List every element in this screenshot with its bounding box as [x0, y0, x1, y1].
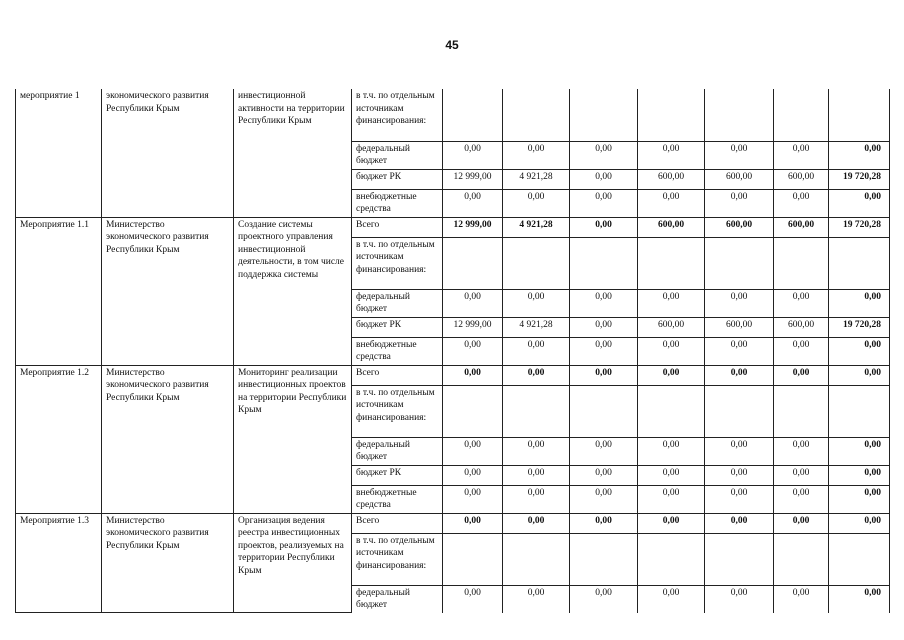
year-value-cell: 0,00	[443, 141, 503, 169]
year-value-cell	[638, 237, 705, 289]
year-value-cell	[774, 89, 829, 141]
year-value-cell	[443, 89, 503, 141]
year-value-cell: 0,00	[570, 189, 638, 217]
year-value-cell	[503, 237, 570, 289]
year-value-cell: 12 999,00	[443, 217, 503, 237]
total-value-cell	[829, 533, 890, 585]
funding-source-cell: бюджет РК	[352, 465, 443, 485]
year-value-cell	[503, 533, 570, 585]
year-value-cell: 0,00	[638, 437, 705, 465]
year-value-cell	[774, 385, 829, 437]
year-value-cell: 0,00	[443, 365, 503, 385]
table-row	[16, 513, 890, 533]
year-value-cell: 4 921,28	[503, 317, 570, 337]
year-value-cell: 0,00	[774, 365, 829, 385]
year-value-cell: 0,00	[705, 485, 774, 513]
year-value-cell: 0,00	[570, 485, 638, 513]
year-value-cell	[638, 533, 705, 585]
executor-cell: Министерство экономического развития Республики Крым	[102, 365, 234, 513]
year-value-cell: 0,00	[503, 513, 570, 533]
event-label: мероприятие 1	[16, 89, 102, 217]
year-value-cell: 0,00	[638, 141, 705, 169]
year-value-cell: 0,00	[503, 189, 570, 217]
year-value-cell	[638, 89, 705, 141]
year-value-cell: 12 999,00	[443, 317, 503, 337]
year-value-cell	[638, 385, 705, 437]
year-value-cell: 0,00	[774, 465, 829, 485]
year-value-cell: 0,00	[443, 513, 503, 533]
year-value-cell: 0,00	[503, 485, 570, 513]
year-value-cell: 0,00	[443, 485, 503, 513]
year-value-cell: 0,00	[443, 437, 503, 465]
total-value-cell: 0,00	[829, 465, 890, 485]
year-value-cell: 0,00	[705, 337, 774, 365]
funding-source-cell: в т.ч. по отдельным источникам финансирования:	[352, 533, 443, 585]
year-value-cell: 600,00	[774, 217, 829, 237]
funding-source-cell: внебюджетные средства	[352, 485, 443, 513]
year-value-cell: 0,00	[638, 289, 705, 317]
funding-source-cell: Всего	[352, 513, 443, 533]
year-value-cell	[570, 533, 638, 585]
year-value-cell: 0,00	[570, 585, 638, 613]
executor-cell: экономического развития Республики Крым	[102, 89, 234, 217]
year-value-cell: 0,00	[570, 465, 638, 485]
executor-cell: Министерство экономического развития Республики Крым	[102, 513, 234, 613]
total-value-cell: 0,00	[829, 141, 890, 169]
table-row	[16, 217, 890, 237]
event-label: Мероприятие 1.1	[16, 217, 102, 365]
year-value-cell	[570, 237, 638, 289]
total-value-cell: 0,00	[829, 513, 890, 533]
year-value-cell: 0,00	[503, 289, 570, 317]
event-name-cell: инвестиционной активности на территории Республики Крым	[234, 89, 352, 217]
year-value-cell: 0,00	[443, 465, 503, 485]
budget-table	[15, 89, 890, 613]
year-value-cell: 0,00	[774, 337, 829, 365]
year-value-cell: 600,00	[638, 169, 705, 189]
year-value-cell: 600,00	[638, 217, 705, 237]
year-value-cell	[774, 237, 829, 289]
year-value-cell: 0,00	[774, 513, 829, 533]
year-value-cell: 0,00	[443, 337, 503, 365]
year-value-cell: 0,00	[503, 337, 570, 365]
funding-source-cell: федеральный бюджет	[352, 289, 443, 317]
year-value-cell: 0,00	[570, 437, 638, 465]
event-name-cell: Организация ведения реестра инвестиционных проектов, реализуемых на территории Республики Крым	[234, 513, 352, 613]
year-value-cell: 600,00	[638, 317, 705, 337]
year-value-cell: 0,00	[503, 141, 570, 169]
year-value-cell: 600,00	[705, 169, 774, 189]
funding-source-cell: в т.ч. по отдельным источникам финансирования:	[352, 237, 443, 289]
year-value-cell: 0,00	[638, 465, 705, 485]
year-value-cell: 0,00	[503, 585, 570, 613]
year-value-cell: 600,00	[774, 169, 829, 189]
total-value-cell: 0,00	[829, 437, 890, 465]
funding-source-cell: в т.ч. по отдельным источникам финансирования:	[352, 385, 443, 437]
year-value-cell: 0,00	[638, 337, 705, 365]
total-value-cell: 0,00	[829, 485, 890, 513]
year-value-cell	[443, 385, 503, 437]
total-value-cell: 19 720,28	[829, 217, 890, 237]
total-value-cell	[829, 385, 890, 437]
year-value-cell	[705, 89, 774, 141]
funding-source-cell: бюджет РК	[352, 317, 443, 337]
total-value-cell: 0,00	[829, 365, 890, 385]
funding-source-cell: федеральный бюджет	[352, 585, 443, 613]
year-value-cell: 600,00	[705, 317, 774, 337]
year-value-cell: 0,00	[570, 169, 638, 189]
year-value-cell: 600,00	[774, 317, 829, 337]
year-value-cell: 0,00	[443, 189, 503, 217]
year-value-cell: 0,00	[638, 585, 705, 613]
year-value-cell: 4 921,28	[503, 169, 570, 189]
total-value-cell	[829, 89, 890, 141]
funding-source-cell: внебюджетные средства	[352, 337, 443, 365]
year-value-cell: 0,00	[443, 289, 503, 317]
year-value-cell: 0,00	[638, 189, 705, 217]
total-value-cell: 0,00	[829, 337, 890, 365]
funding-source-cell: бюджет РК	[352, 169, 443, 189]
year-value-cell: 0,00	[774, 485, 829, 513]
year-value-cell: 0,00	[503, 437, 570, 465]
year-value-cell: 600,00	[705, 217, 774, 237]
year-value-cell: 0,00	[570, 317, 638, 337]
event-label: Мероприятие 1.3	[16, 513, 102, 613]
year-value-cell: 0,00	[638, 513, 705, 533]
year-value-cell	[705, 237, 774, 289]
year-value-cell: 0,00	[705, 289, 774, 317]
funding-source-cell: Всего	[352, 217, 443, 237]
year-value-cell: 0,00	[705, 513, 774, 533]
executor-cell: Министерство экономического развития Республики Крым	[102, 217, 234, 365]
year-value-cell	[705, 385, 774, 437]
total-value-cell: 0,00	[829, 189, 890, 217]
funding-source-cell: федеральный бюджет	[352, 141, 443, 169]
year-value-cell: 0,00	[503, 365, 570, 385]
year-value-cell: 0,00	[774, 189, 829, 217]
year-value-cell: 0,00	[774, 289, 829, 317]
year-value-cell: 0,00	[570, 337, 638, 365]
year-value-cell: 0,00	[570, 141, 638, 169]
year-value-cell: 0,00	[570, 217, 638, 237]
year-value-cell: 0,00	[638, 485, 705, 513]
year-value-cell	[774, 533, 829, 585]
year-value-cell: 0,00	[705, 437, 774, 465]
year-value-cell: 0,00	[570, 513, 638, 533]
total-value-cell	[829, 237, 890, 289]
year-value-cell: 0,00	[705, 365, 774, 385]
event-name-cell: Создание системы проектного управления инвестиционной деятельности, в том числе поддержка системы	[234, 217, 352, 365]
year-value-cell: 0,00	[774, 585, 829, 613]
total-value-cell: 19 720,28	[829, 317, 890, 337]
year-value-cell: 12 999,00	[443, 169, 503, 189]
funding-source-cell: Всего	[352, 365, 443, 385]
year-value-cell	[503, 89, 570, 141]
event-name-cell: Мониторинг реализации инвестиционных проектов на территории Республики Крым	[234, 365, 352, 513]
year-value-cell: 0,00	[443, 585, 503, 613]
year-value-cell: 0,00	[570, 289, 638, 317]
year-value-cell: 0,00	[638, 365, 705, 385]
year-value-cell: 0,00	[570, 365, 638, 385]
year-value-cell: 0,00	[705, 465, 774, 485]
year-value-cell	[570, 385, 638, 437]
year-value-cell	[443, 237, 503, 289]
total-value-cell: 19 720,28	[829, 169, 890, 189]
year-value-cell: 4 921,28	[503, 217, 570, 237]
year-value-cell	[570, 89, 638, 141]
year-value-cell: 0,00	[774, 141, 829, 169]
total-value-cell: 0,00	[829, 585, 890, 613]
year-value-cell: 0,00	[705, 585, 774, 613]
year-value-cell	[443, 533, 503, 585]
year-value-cell	[503, 385, 570, 437]
year-value-cell: 0,00	[503, 465, 570, 485]
year-value-cell	[705, 533, 774, 585]
event-label: Мероприятие 1.2	[16, 365, 102, 513]
funding-source-cell: внебюджетные средства	[352, 189, 443, 217]
table-body	[16, 89, 890, 613]
page-number: 45	[445, 38, 459, 52]
funding-source-cell: федеральный бюджет	[352, 437, 443, 465]
table-row	[16, 89, 890, 141]
funding-source-cell: в т.ч. по отдельным источникам финансирования:	[352, 89, 443, 141]
table-row	[16, 365, 890, 385]
year-value-cell: 0,00	[705, 141, 774, 169]
total-value-cell: 0,00	[829, 289, 890, 317]
year-value-cell: 0,00	[705, 189, 774, 217]
year-value-cell: 0,00	[774, 437, 829, 465]
